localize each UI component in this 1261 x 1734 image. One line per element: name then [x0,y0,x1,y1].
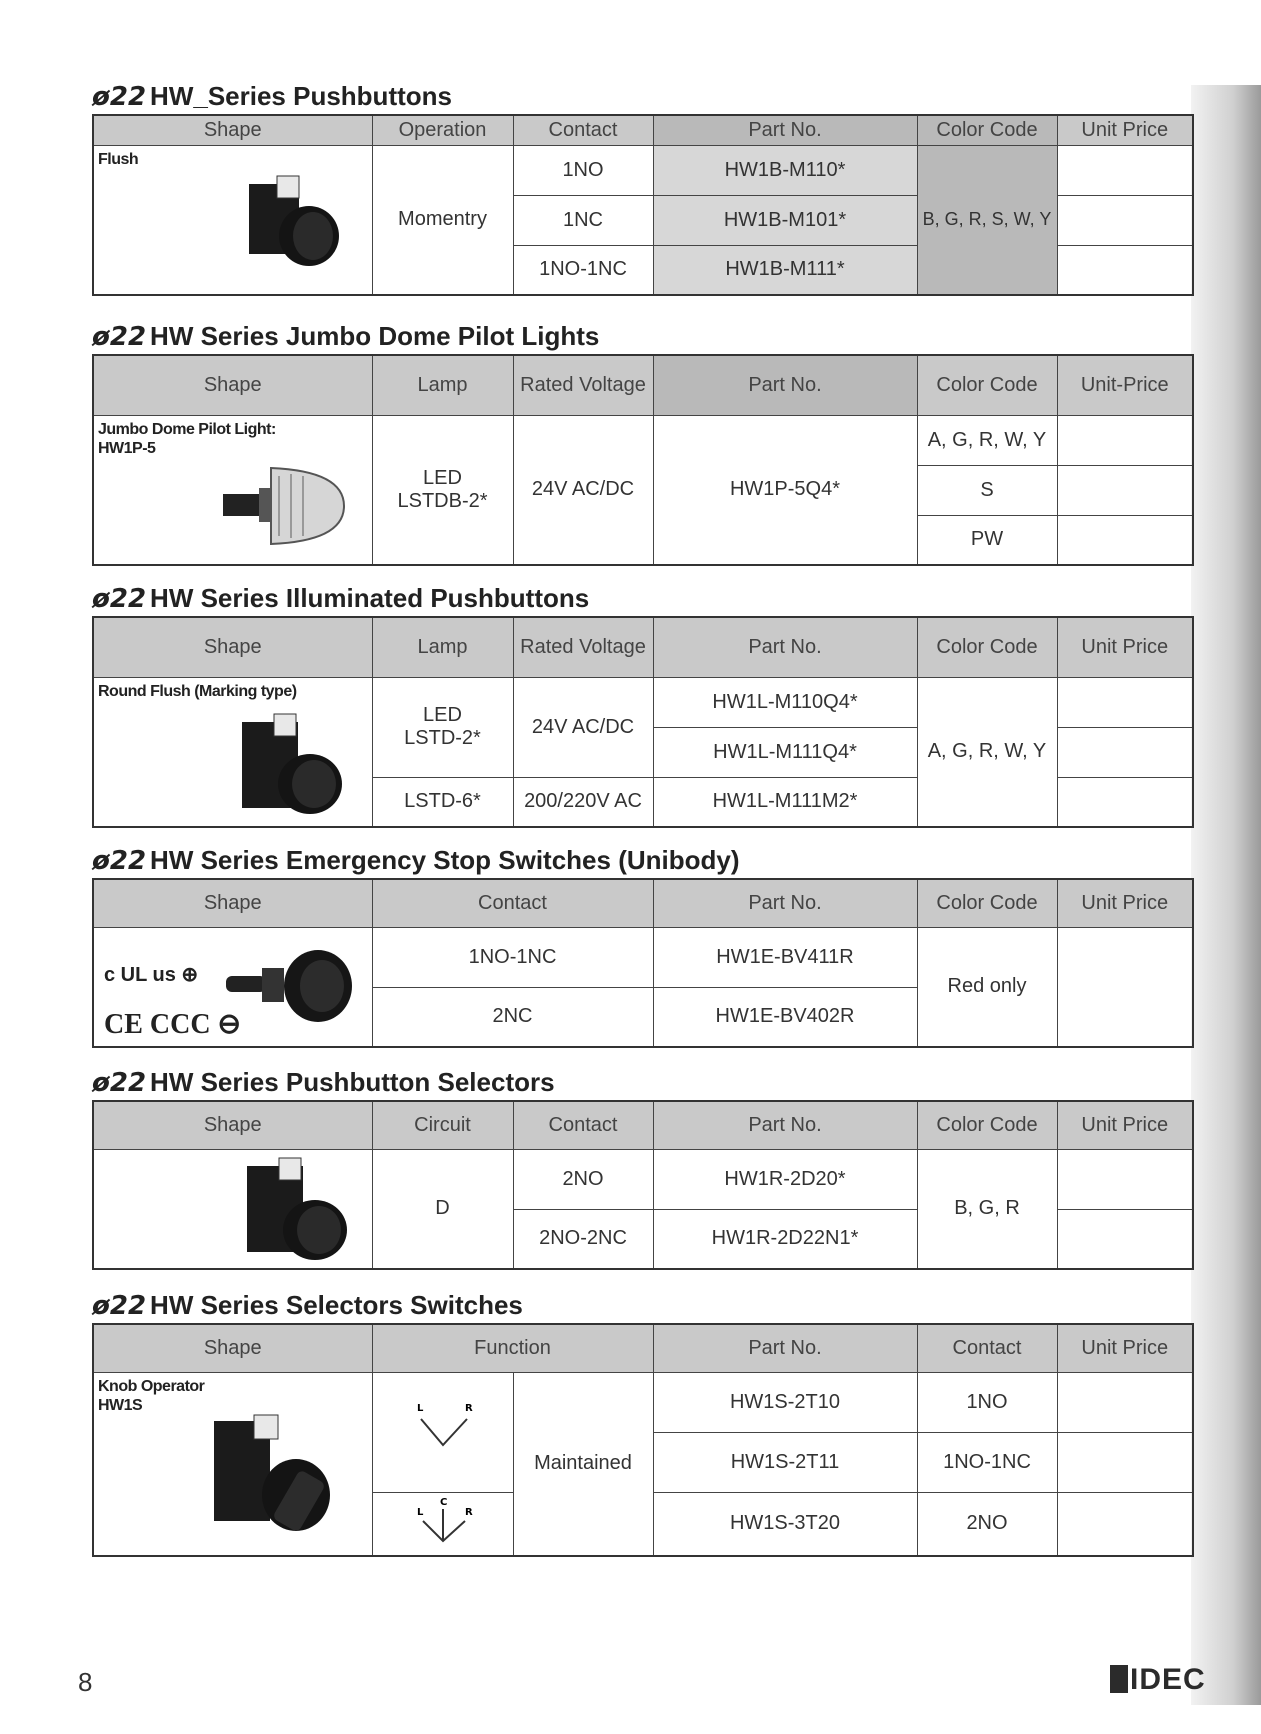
shape-label: Knob Operator HW1S [98,1377,205,1414]
header-part-no: Part No. [653,1101,917,1149]
section-title-text: HW Series Selectors Switches [150,1290,523,1320]
header-unit-price: Unit Price [1057,1324,1193,1372]
contact-cell: 1NO [917,1372,1057,1432]
circuit-cell: D [372,1149,513,1269]
shape-cell [93,145,372,295]
ce-ccc-mark-icon: CE CCC ⊖ [104,1008,242,1040]
header-shape: Shape [93,115,372,145]
operation-cell: Momentry [372,145,513,295]
header-part-no: Part No. [653,879,917,927]
color-code-cell: A, G, R, W, Y [917,677,1057,827]
pushbutton-selectors-table [92,1100,1194,1270]
header-part-no: Part No. [653,617,917,677]
part-no-cell: HW1E-BV402R [653,987,917,1047]
contact-cell: 2NO [513,1149,653,1209]
section-emergency-stop-switches [92,842,1192,1048]
certification-marks [104,950,241,1050]
header-circuit: Circuit [372,1101,513,1149]
section-title [92,78,1192,114]
header-lamp: Lamp [372,617,513,677]
header-shape: Shape [93,1101,372,1149]
part-no-cell: HW1S-2T11 [653,1432,917,1492]
section-pushbutton-selectors [92,1064,1192,1270]
contact-cell: 2NC [372,987,653,1047]
shape-label: Round Flush (Marking type) [98,682,297,700]
unit-price-cell [1057,1492,1193,1556]
header-color-code: Color Code [917,879,1057,927]
header-contact: Contact [917,1324,1057,1372]
pilot-light-image [219,456,349,556]
pushbuttons-table [92,114,1194,296]
diameter-symbol: ø22 [92,584,147,614]
section-title-text: HW Series Illuminated Pushbuttons [150,583,590,613]
contact-cell: 1NO-1NC [917,1432,1057,1492]
two-position-diagram-icon [393,1389,493,1469]
brand-text: IDEC [1130,1663,1206,1696]
header-function: Function [372,1324,653,1372]
contact-cell: 1NO-1NC [513,245,653,295]
label-l: L [416,1506,423,1518]
header-operation: Operation [372,115,513,145]
section-title [92,318,1192,354]
color-code-cell: A, G, R, W, Y [917,415,1057,465]
function-diagram-three-position [372,1492,513,1556]
header-unit-price: Unit Price [1057,1101,1193,1149]
header-color-code: Color Code [917,115,1057,145]
pilot-lights-table [92,354,1194,566]
unit-price-cell [1057,245,1193,295]
header-contact: Contact [513,1101,653,1149]
ul-mark-icon: c UL us ⊕ [104,963,199,986]
diameter-symbol: ø22 [92,1291,147,1321]
diameter-symbol: ø22 [92,846,147,876]
lamp-cell: LED LSTDB-2* [372,415,513,565]
unit-price-cell [1057,515,1193,565]
section-title [92,842,1192,878]
function-diagram-two-position [372,1372,513,1492]
unit-price-cell [1057,1372,1193,1432]
unit-price-cell [1057,1432,1193,1492]
part-no-cell: HW1B-M110* [653,145,917,195]
header-part-no: Part No. [653,115,917,145]
selector-switch-image [204,1413,344,1543]
header-shape: Shape [93,355,372,415]
shape-cell [93,1149,372,1269]
lamp-cell: LSTD-6* [372,777,513,827]
unit-price-cell [1057,677,1193,727]
lamp-cell: LED LSTD-2* [372,677,513,777]
contact-cell: 2NO [917,1492,1057,1556]
header-lamp: Lamp [372,355,513,415]
section-selector-switches [92,1287,1192,1557]
pushbutton-image [239,174,349,274]
unit-price-cell [1057,195,1193,245]
shape-cell [93,927,372,1047]
header-shape: Shape [93,879,372,927]
illuminated-pushbutton-image [234,712,354,822]
contact-cell: 1NO-1NC [372,927,653,987]
section-title-text: HW Series Emergency Stop Switches (Unibody) [150,845,740,875]
part-no-cell: HW1E-BV411R [653,927,917,987]
diameter-symbol: ø22 [92,1068,147,1098]
unit-price-cell [1057,145,1193,195]
pushbutton-selector-image [239,1156,359,1266]
header-contact: Contact [372,879,653,927]
emergency-stop-image [222,946,352,1026]
brand-logo [1110,1663,1206,1697]
header-contact: Contact [513,115,653,145]
section-illuminated-pushbuttons [92,580,1192,828]
illuminated-pushbuttons-table [92,616,1194,828]
part-no-cell: HW1L-M111M2* [653,777,917,827]
header-rated-voltage: Rated Voltage [513,355,653,415]
header-color-code: Color Code [917,617,1057,677]
diameter-symbol: ø22 [92,322,147,352]
color-code-cell: B, G, R [917,1149,1057,1269]
section-title [92,1287,1192,1323]
part-no-cell: HW1L-M110Q4* [653,677,917,727]
diameter-symbol: ø22 [92,82,147,112]
unit-price-cell [1057,415,1193,465]
section-jumbo-dome-pilot-lights [92,318,1192,566]
three-position-diagram-icon [393,1493,493,1549]
contact-cell: 1NO [513,145,653,195]
shape-label: Flush [98,150,139,168]
contact-cell: 1NC [513,195,653,245]
part-no-cell: HW1R-2D20* [653,1149,917,1209]
label-l: L [416,1403,423,1414]
part-no-cell: HW1B-M101* [653,195,917,245]
part-no-cell: HW1S-3T20 [653,1492,917,1556]
part-no-cell: HW1S-2T10 [653,1372,917,1432]
label-r: R [464,1506,473,1518]
color-code-cell: B, G, R, S, W, Y [917,145,1057,295]
header-unit-price: Unit Price [1057,617,1193,677]
page-number: 8 [78,1667,93,1697]
part-no-cell: HW1L-M111Q4* [653,727,917,777]
section-title-text: HW Series Pushbutton Selectors [150,1067,555,1097]
header-color-code: Color Code [917,1101,1057,1149]
header-rated-voltage: Rated Voltage [513,617,653,677]
section-title [92,580,1192,616]
color-code-cell: S [917,465,1057,515]
voltage-cell: 24V AC/DC [513,677,653,777]
part-no-cell: HW1R-2D22N1* [653,1209,917,1269]
section-pushbuttons [92,78,1192,296]
section-title-text: HW_Series Pushbuttons [150,81,452,111]
header-shape: Shape [93,617,372,677]
logo-mark-icon [1110,1665,1128,1693]
color-code-cell: PW [917,515,1057,565]
emergency-stop-table [92,878,1194,1048]
header-unit-price: Unit Price [1057,879,1193,927]
label-r: R [464,1403,473,1414]
header-shape: Shape [93,1324,372,1372]
voltage-cell: 24V AC/DC [513,415,653,565]
color-code-cell: Red only [917,927,1057,1047]
part-no-cell: HW1B-M111* [653,245,917,295]
header-unit-price: Unit Price [1057,115,1193,145]
unit-price-cell [1057,465,1193,515]
shape-label: Jumbo Dome Pilot Light: HW1P-5 [98,420,276,457]
voltage-cell: 200/220V AC [513,777,653,827]
shape-cell [93,677,372,827]
section-title-text: HW Series Jumbo Dome Pilot Lights [150,321,600,351]
scan-shadow-band [1191,85,1261,1705]
selector-switches-table [92,1323,1194,1557]
contact-cell: 2NO-2NC [513,1209,653,1269]
header-color-code: Color Code [917,355,1057,415]
header-part-no: Part No. [653,1324,917,1372]
section-title [92,1064,1192,1100]
unit-price-cell [1057,727,1193,777]
unit-price-cell [1057,1149,1193,1209]
header-unit-price: Unit-Price [1057,355,1193,415]
shape-cell [93,415,372,565]
label-c: C [439,1496,447,1508]
header-part-no: Part No. [653,355,917,415]
unit-price-cell [1057,777,1193,827]
function-cell: Maintained [513,1372,653,1556]
part-no-cell: HW1P-5Q4* [653,415,917,565]
unit-price-cell [1057,927,1193,1047]
shape-cell [93,1372,372,1556]
unit-price-cell [1057,1209,1193,1269]
